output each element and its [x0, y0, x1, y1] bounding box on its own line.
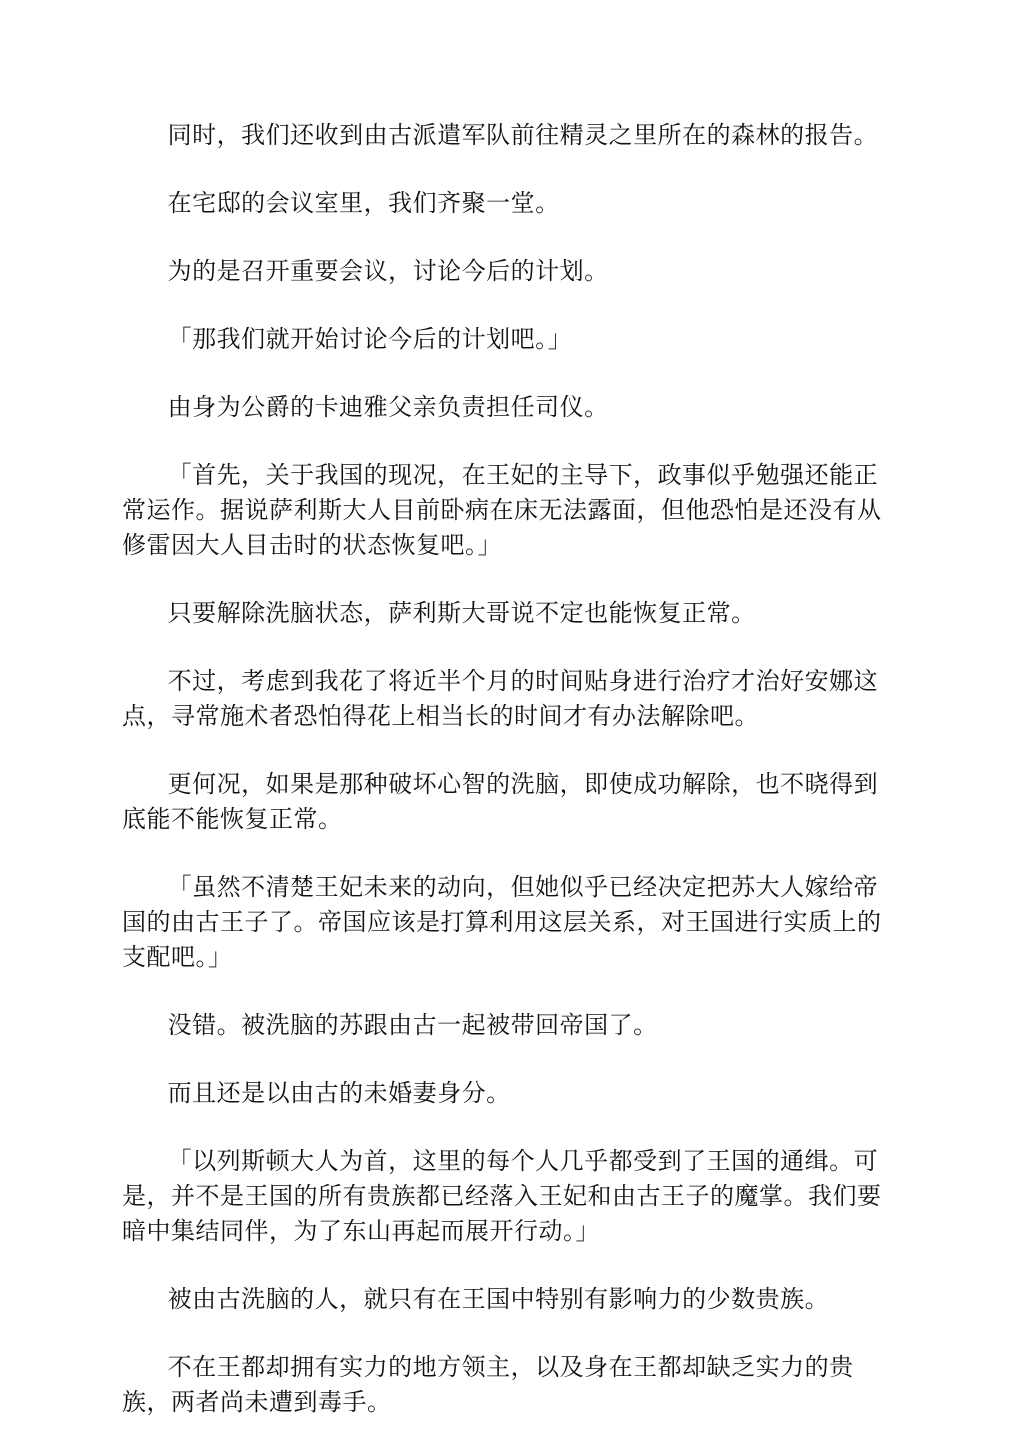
- paragraph: 为的是召开重要会议，讨论今后的计划。: [167, 257, 609, 285]
- dialogue-paragraph: 「以列斯顿大人为首，这里的每个人几乎都受到了王国的通缉。可是，并不是王国的所有贵族都已经落入王妃和由古王子的魔掌。我们要暗中集结同伴，为了东山再起而展开行动。」: [122, 1147, 882, 1245]
- paragraph: 由身为公爵的卡迪雅父亲负责担任司仪。: [167, 393, 609, 421]
- paragraph: 同时，我们还收到由古派遣军队前往精灵之里所在的森林的报告。: [167, 121, 879, 149]
- paragraph: 被由古洗脑的人，就只有在王国中特别有影响力的少数贵族。: [167, 1285, 830, 1313]
- body-text: [122, 118, 902, 1453]
- dialogue-paragraph: 「虽然不清楚王妃未来的动向，但她似乎已经决定把苏大人嫁给帝国的由古王子了。帝国应该是打算利用这层关系，对王国进行实质上的支配吧。」: [122, 873, 882, 971]
- dialogue-paragraph: 「首先，关于我国的现况，在王妃的主导下，政事似乎勉强还能正常运作。据说萨利斯大人目前卧病在床无法露面，但他恐怕是还没有从修雷因大人目击时的状态恢复吧。」: [122, 461, 882, 559]
- paragraph: 而且还是以由古的未婚妻身分。: [167, 1079, 511, 1107]
- dialogue-paragraph: 「那我们就开始讨论今后的计划吧。」: [167, 325, 573, 353]
- paragraph: 在宅邸的会议室里，我们齐聚一堂。: [167, 189, 560, 217]
- paragraph: 没错。被洗脑的苏跟由古一起被带回帝国了。: [167, 1011, 658, 1039]
- paragraph: 不在王都却拥有实力的地方领主，以及身在王都却缺乏实力的贵族，两者尚未遭到毒手。: [122, 1353, 854, 1416]
- paragraph: 更何况，如果是那种破坏心智的洗脑，即使成功解除，也不晓得到底能不能恢复正常。: [122, 770, 879, 833]
- paragraph: 只要解除洗脑状态，萨利斯大哥说不定也能恢复正常。: [167, 599, 756, 627]
- paragraph: 不过，考虑到我花了将近半个月的时间贴身进行治疗才治好安娜这点，寻常施术者恐怕得花上相当长的时间才有办法解除吧。: [122, 667, 879, 730]
